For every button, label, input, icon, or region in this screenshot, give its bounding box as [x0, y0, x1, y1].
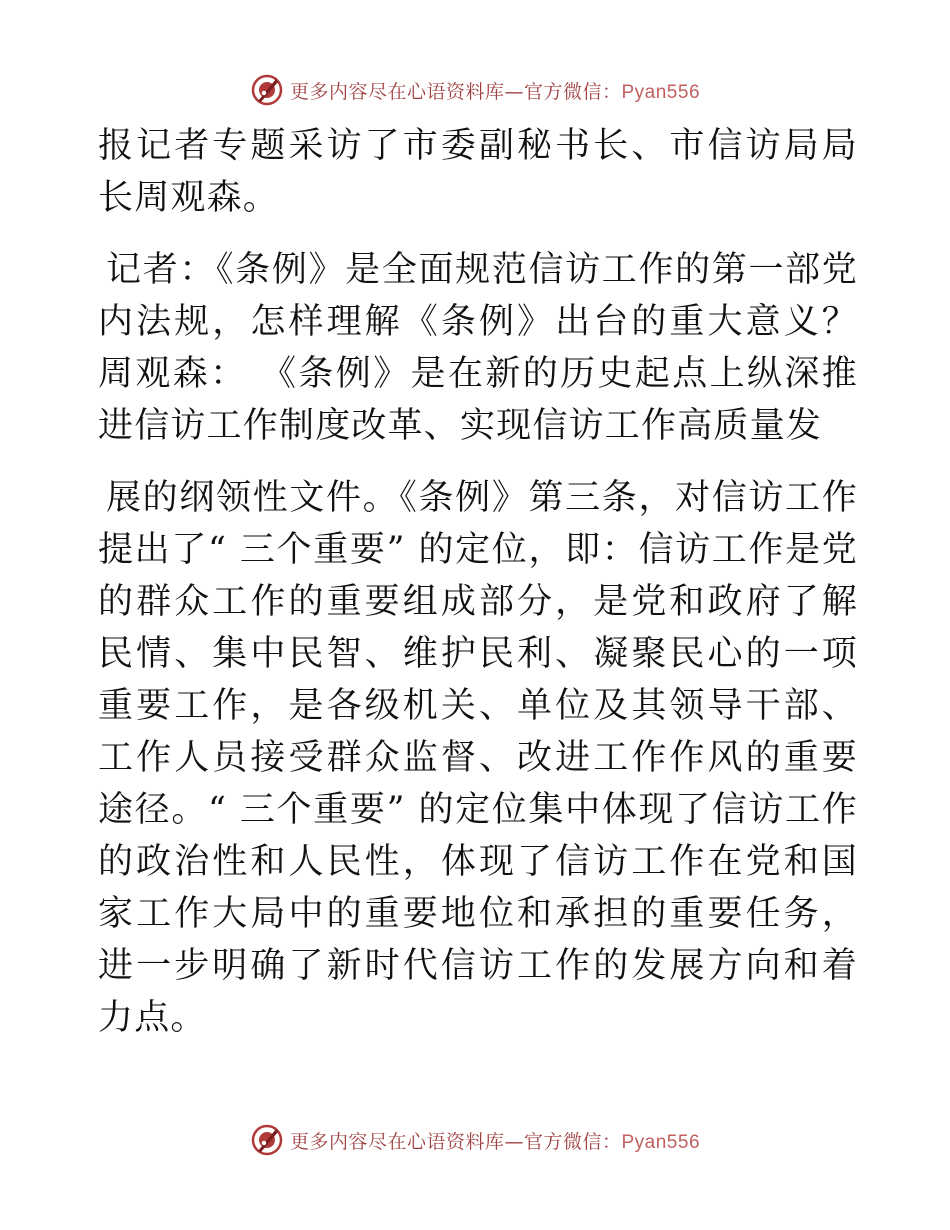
watermark-main: 更多内容尽在心语资料库 [289, 80, 505, 103]
watermark-text [290, 77, 700, 104]
paragraph-2: 记者：《条例》是全面规范信访工作的第一部党内法规，怎样理解《条例》出台的重大意义？周观森： 《条例》是在新的历史起点上纵深推进信访工作制度改革、实现信访工作高质量发 [98, 250, 858, 446]
watermark-dash: — [504, 1130, 524, 1153]
quill-logo-icon [250, 73, 284, 107]
header-watermark [0, 70, 950, 110]
watermark-handle: Pyan556 [621, 1131, 701, 1153]
watermark-dash: — [504, 80, 524, 103]
quill-logo-icon [250, 1123, 284, 1157]
footer-watermark [0, 1120, 950, 1160]
paragraph-1: 报记者专题采访了市委副秘书长、市信访局局长周观森。 [98, 126, 858, 218]
watermark-main: 更多内容尽在心语资料库 [289, 1130, 505, 1153]
document-body [98, 120, 858, 1044]
watermark-official: 官方微信： [523, 1130, 622, 1153]
watermark-handle: Pyan556 [621, 81, 701, 103]
watermark-text [290, 1127, 700, 1154]
paragraph-3: 展的纲领性文件。《条例》第三条，对信访工作提出了“ 三个重要” 的定位，即：信访工作是党的群众工作的重要组成部分，是党和政府了解民情、集中民智、维护民利、凝聚民心的一项重要工作，是各级机关、单位及其领导干部、工作人员接受群众监督、改进工作作风的重要途径。“ 三个重要” 的定位集中体现了信访工作的政治性和人民性，体现了信访工作在党和国家工作大局中的重要地位和承担的重要任务，进一步明确了新时代信访工作的发展方向和着力点。 [98, 478, 858, 1038]
watermark-official: 官方微信： [523, 80, 622, 103]
